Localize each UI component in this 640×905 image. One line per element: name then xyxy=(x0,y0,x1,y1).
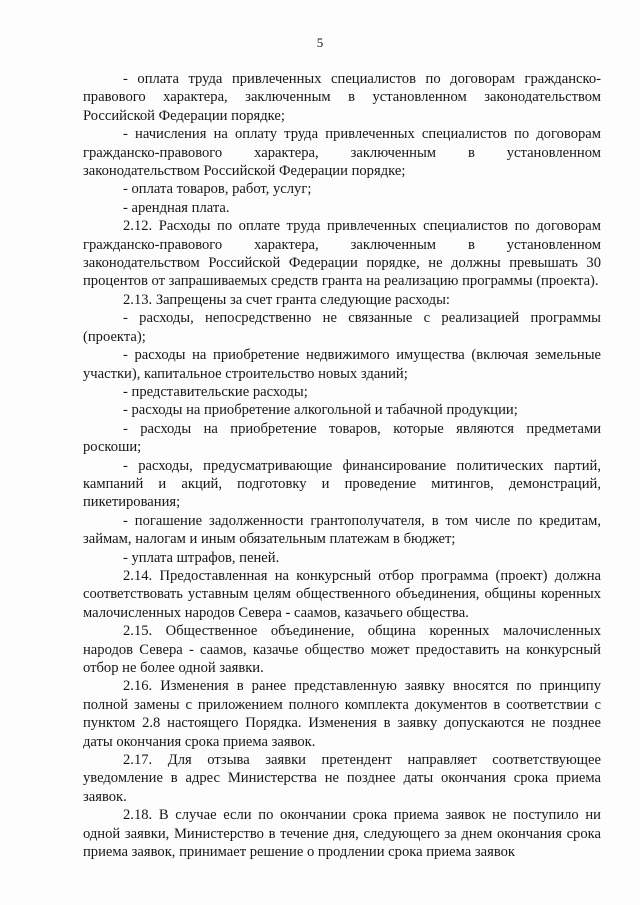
paragraph-14: - уплата штрафов, пеней. xyxy=(123,549,280,566)
page-number: 5 xyxy=(316,35,324,50)
paragraph-6: 2.13. Запрещены за счет гранта следующие расходы: xyxy=(123,291,450,308)
paragraph-1: - оплата труда привлеченных специалистов по договорам гражданско-правового характера, заключенным в установленном законодательством Российской Федерации порядке; xyxy=(83,71,601,124)
paragraph-4: - арендная плата. xyxy=(123,199,230,216)
paragraph-3: - оплата товаров, работ, услуг; xyxy=(123,181,312,198)
paragraph-15: 2.14. Предоставленная на конкурсный отбор программа (проект) должна соответствовать уставным целям общественного объединения, общины коренных малочисленных народов Севера - саамов, казачьего общества. xyxy=(83,567,601,621)
paragraph-13: - погашение задолженности грантополучателя, в том числе по кредитам, займам, налогам и иным обязательным платежам в бюджет; xyxy=(83,512,601,548)
paragraph-10: - расходы на приобретение алкогольной и табачной продукции; xyxy=(123,402,518,419)
paragraph-7: - расходы, непосредственно не связанные с реализацией программы (проекта); xyxy=(83,310,601,345)
paragraph-5: 2.12. Расходы по оплате труда привлеченных специалистов по договорам гражданско-правового характера, заключенным в установленном законодательством Российской Федерации порядке, не должны превышать 30 процентов от запрашиваемых средств гранта на реализацию программы (проекта). xyxy=(83,218,601,290)
paragraph-19: 2.18. В случае если по окончании срока приема заявок не поступило ни одной заявки, Министерство в течение дня, следующего за днем окончания срока приема заявок, принимает решение о продлении срока приема заявок xyxy=(83,807,601,861)
document-body xyxy=(83,70,601,861)
paragraph-18: 2.17. Для отзыва заявки претендент направляет соответствующее уведомление в адрес Министерства не позднее даты окончания срока приема заявок. xyxy=(83,752,601,805)
paragraph-16: 2.15. Общественное объединение, община коренных малочисленных народов Севера - саамов, казачье общество может предоставить на конкурсный отбор не более одной заявки. xyxy=(83,623,601,676)
paragraph-9: - представительские расходы; xyxy=(123,383,308,400)
paragraph-12: - расходы, предусматривающие финансирование политических партий, кампаний и акций, подготовку и проведение митингов, демонстраций, пикетирования; xyxy=(83,457,601,511)
paragraph-11: - расходы на приобретение товаров, которые являются предметами роскоши; xyxy=(83,420,601,456)
paragraph-17: 2.16. Изменения в ранее представленную заявку вносятся по принципу полной замены с приложением полного комплекта документов в соответствии с пунктом 2.8 настоящего Порядка. Изменения в заявку допускаются не позднее даты окончания срока приема заявок. xyxy=(83,678,601,750)
paragraph-8: - расходы на приобретение недвижимого имущества (включая земельные участки), капитальное строительство новых зданий; xyxy=(83,347,601,382)
paragraph-2: - начисления на оплату труда привлеченных специалистов по договорам гражданско-правового характера, заключенным в установленном законодательством Российской Федерации порядке; xyxy=(83,126,601,180)
